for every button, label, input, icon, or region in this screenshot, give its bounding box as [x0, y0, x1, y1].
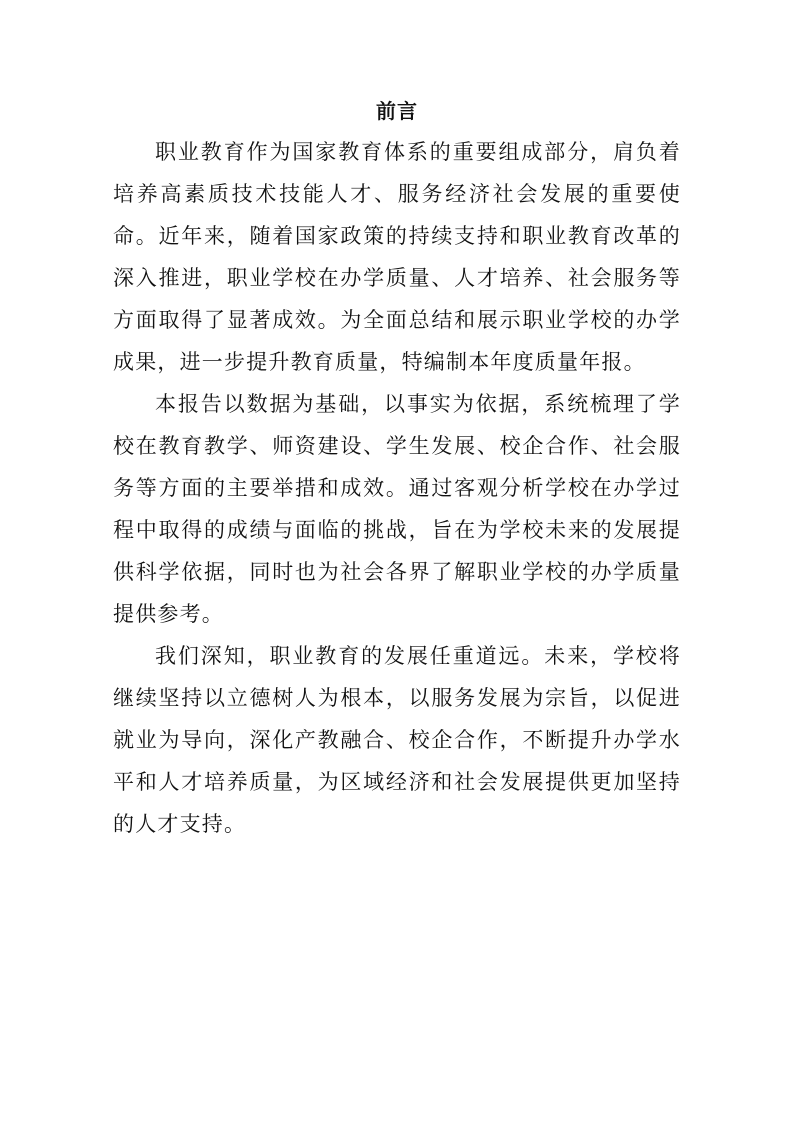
paragraph-2: 本报告以数据为基础，以事实为依据，系统梳理了学校在教育教学、师资建设、学生发展、校企合作、社会服务等方面的主要举措和成效。通过客观分析学校在办学过程中取得的成绩与面临的挑战，旨在为学校未来的发展提供科学依据，同时也为社会各界了解职业学校的办学质量提供参考。	[113, 392, 681, 626]
preface-body	[113, 131, 681, 845]
paragraph-3: 我们深知，职业教育的发展任重道远。未来，学校将继续坚持以立德树人为根本，以服务发展为宗旨，以促进就业为导向，深化产教融合、校企合作，不断提升办学水平和人才培养质量，为区域经济和社会发展提供更加坚持的人才支持。	[113, 644, 681, 836]
page-title: 前言	[376, 99, 418, 123]
paragraph-1: 职业教育作为国家教育体系的重要组成部分，肩负着培养高素质技术技能人才、服务经济社会发展的重要使命。近年来，随着国家政策的持续支持和职业教育改革的深入推进，职业学校在办学质量、人才培养、社会服务等方面取得了显著成效。为全面总结和展示职业学校的办学成果，进一步提升教育质量，特编制本年度质量年报。	[113, 140, 681, 374]
